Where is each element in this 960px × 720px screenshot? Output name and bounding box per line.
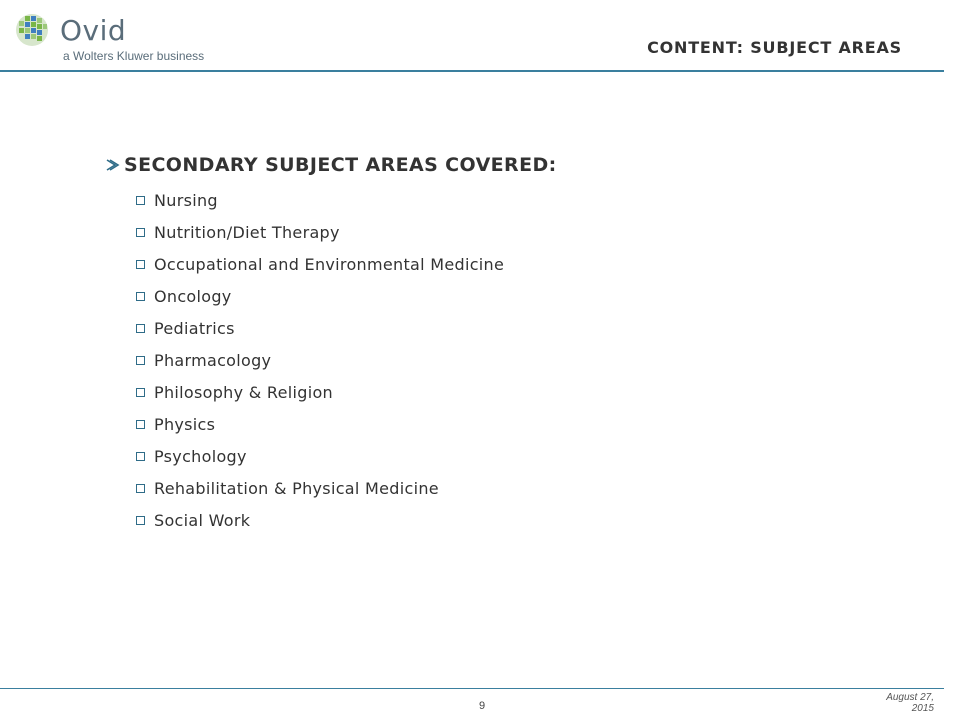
list-item-text: Oncology	[154, 286, 232, 306]
list-item-text: Social Work	[154, 511, 251, 531]
page-number: 9	[478, 700, 486, 712]
footer-date	[874, 692, 934, 714]
square-bullet-icon	[136, 324, 145, 333]
list-item	[136, 409, 557, 441]
list-item-text: Rehabilitation & Physical Medicine	[154, 479, 439, 499]
square-bullet-icon	[136, 292, 145, 301]
list-item-text: Pharmacology	[154, 351, 272, 371]
subject-area-list	[104, 184, 557, 537]
list-item-text: Philosophy & Religion	[154, 383, 333, 403]
square-bullet-icon	[136, 388, 145, 397]
logo-wordmark: Ovid	[60, 14, 127, 47]
header-divider	[0, 70, 944, 72]
ovid-logo-icon	[14, 12, 54, 48]
list-item	[136, 280, 557, 312]
square-bullet-icon	[136, 420, 145, 429]
footer-date-line: 2015	[911, 703, 934, 714]
ovid-logo	[14, 12, 254, 63]
square-bullet-icon	[136, 452, 145, 461]
section-heading-text: SECONDARY SUBJECT AREAS COVERED:	[124, 154, 557, 176]
list-item-text: Nursing	[154, 190, 218, 210]
square-bullet-icon	[136, 260, 145, 269]
square-bullet-icon	[136, 484, 145, 493]
list-item	[136, 184, 557, 216]
square-bullet-icon	[136, 228, 145, 237]
list-item	[136, 312, 557, 344]
footer-date-line: August 27,	[886, 692, 934, 703]
list-item	[136, 377, 557, 409]
slide-content	[104, 150, 557, 537]
list-item-text: Psychology	[154, 447, 247, 467]
list-item-text: Pediatrics	[154, 318, 235, 338]
list-item	[136, 248, 557, 280]
section-heading	[104, 150, 557, 180]
list-item	[136, 216, 557, 248]
list-item-text: Occupational and Environmental Medicine	[154, 254, 505, 274]
list-item	[136, 344, 557, 376]
slide-title: CONTENT: SUBJECT AREAS	[647, 38, 902, 57]
list-item-text: Physics	[154, 415, 216, 435]
square-bullet-icon	[136, 516, 145, 525]
list-item	[136, 441, 557, 473]
list-item-text: Nutrition/Diet Therapy	[154, 222, 340, 242]
square-bullet-icon	[136, 356, 145, 365]
logo-tagline: a Wolters Kluwer business	[63, 49, 205, 63]
list-item	[136, 505, 557, 537]
square-bullet-icon	[136, 196, 145, 205]
arrow-bullet-icon	[104, 158, 120, 172]
footer-divider	[0, 688, 944, 689]
list-item	[136, 473, 557, 505]
